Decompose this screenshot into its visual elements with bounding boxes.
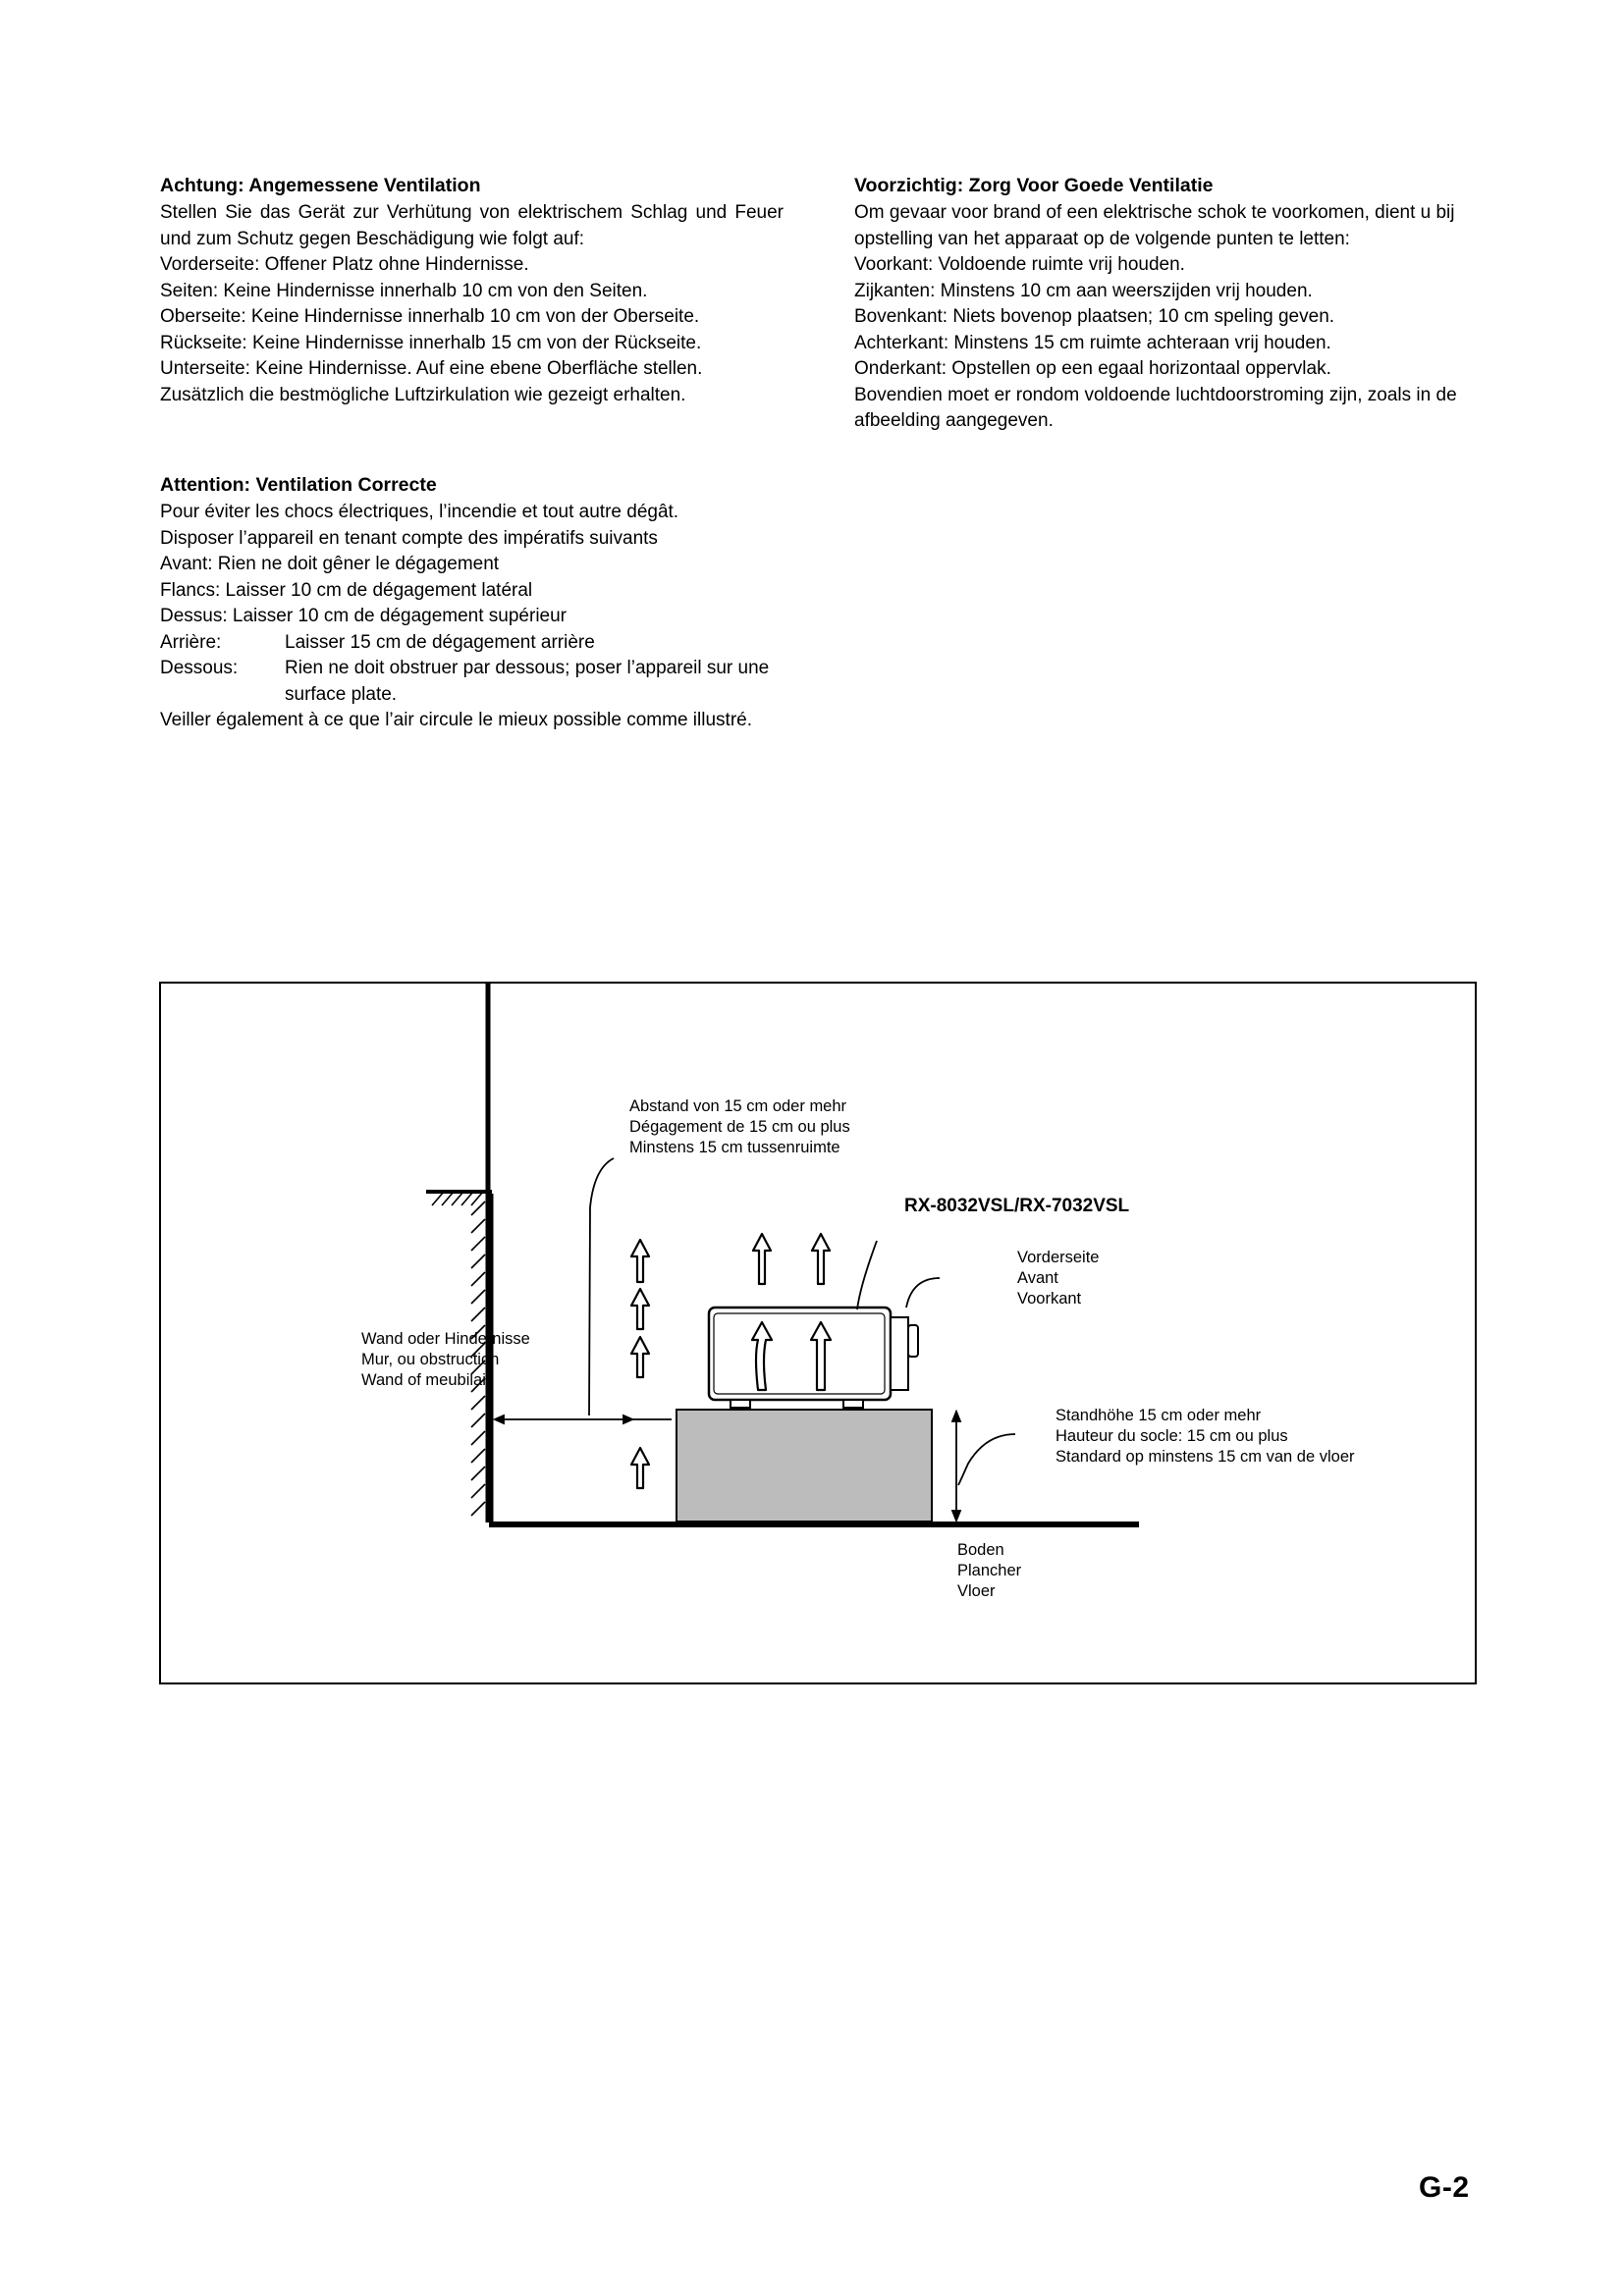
arrow-up-icon	[753, 1234, 771, 1284]
stand-height-dimension	[952, 1412, 960, 1521]
diagram-drawing	[161, 984, 1479, 1686]
rear-clearance-dimension	[495, 1415, 672, 1423]
front-label: Vorderseite	[1017, 1249, 1100, 1266]
german-line: Vorderseite: Offener Platz ohne Hindernisse.	[160, 254, 529, 275]
front-label: Voorkant	[1017, 1290, 1082, 1308]
german-line: Unterseite: Keine Hindernisse. Auf eine ebene Oberfläche stellen.	[160, 358, 703, 379]
french-bottom-row	[160, 656, 784, 708]
french-rear-label: Arrière:	[160, 631, 222, 653]
wall-label: Wand oder Hindernisse	[361, 1330, 530, 1348]
german-section	[160, 173, 784, 408]
ventilation-diagram	[159, 982, 1477, 1684]
french-line: Avant: Rien ne doit gêner le dégagement	[160, 554, 500, 574]
wall-illustration	[426, 984, 492, 1522]
dutch-line: Onderkant: Opstellen op een egaal horizontaal oppervlak.	[854, 358, 1331, 379]
french-closing: Veiller également à ce que l’air circule le mieux possible comme illustré.	[160, 710, 752, 730]
dutch-intro: Om gevaar voor brand of een elektrische schok te voorkomen, dient u bij opstelling van het apparaat op de volgende punten te letten:	[854, 202, 1455, 249]
german-intro: Stellen Sie das Gerät zur Verhütung von elektrischem Schlag und Feuer und zum Schutz gegen Beschädigung wie folgt auf:	[160, 202, 784, 249]
french-rear-text: Laisser 15 cm de dégagement arrière	[285, 631, 595, 653]
stand-block	[677, 1410, 932, 1522]
german-heading: Achtung: Angemessene Ventilation	[160, 175, 481, 196]
stand-height-label: Standard op minstens 15 cm van de vloer	[1056, 1448, 1355, 1466]
french-line: Flancs: Laisser 10 cm de dégagement latéral	[160, 579, 533, 601]
french-bottom-label: Dessous:	[160, 658, 239, 678]
arrow-up-icon	[631, 1337, 649, 1377]
clearance-top-label: Abstand von 15 cm oder mehr	[629, 1097, 847, 1115]
german-line: Seiten: Keine Hindernisse innerhalb 10 cm von den Seiten.	[160, 280, 648, 301]
wall-label: Wand of meubilair	[361, 1371, 492, 1389]
german-line: Oberseite: Keine Hindernisse innerhalb 10 cm von der Oberseite.	[160, 306, 700, 327]
floor-label: Vloer	[957, 1582, 996, 1600]
clearance-top-label: Dégagement de 15 cm ou plus	[629, 1118, 850, 1136]
dutch-line: Achterkant: Minstens 15 cm ruimte achteraan vrij houden.	[854, 332, 1331, 353]
french-line: Disposer l’appareil en tenant compte des impératifs suivants	[160, 527, 658, 549]
arrow-up-icon	[631, 1240, 649, 1282]
french-section	[160, 472, 784, 734]
stand-height-label: Hauteur du socle: 15 cm ou plus	[1056, 1427, 1288, 1445]
dutch-line: Bovenkant: Niets bovenop plaatsen; 10 cm speling geven.	[854, 306, 1335, 327]
french-heading: Attention: Ventilation Correcte	[160, 474, 437, 496]
german-line: Rückseite: Keine Hindernisse innerhalb 15 cm von der Rückseite.	[160, 332, 702, 353]
french-rear-row	[160, 630, 784, 657]
german-line: Zusätzlich die bestmögliche Luftzirkulation wie gezeigt erhalten.	[160, 384, 686, 405]
dutch-line: Zijkanten: Minstens 10 cm aan weerszijden vrij houden.	[854, 280, 1313, 301]
receiver-unit	[709, 1308, 918, 1408]
arrow-up-icon	[812, 1234, 830, 1284]
stand-height-label: Standhöhe 15 cm oder mehr	[1056, 1407, 1262, 1424]
french-bottom-text: Rien ne doit obstruer par dessous; poser l’appareil sur une surface plate.	[285, 658, 770, 705]
model-label: RX-8032VSL/RX-7032VSL	[904, 1196, 1130, 1216]
dutch-heading: Voorzichtig: Zorg Voor Goede Ventilatie	[854, 175, 1214, 196]
dutch-line: Voorkant: Voldoende ruimte vrij houden.	[854, 254, 1185, 275]
dutch-closing: Bovendien moet er rondom voldoende luchtdoorstroming zijn, zoals in de afbeelding aangegeven.	[854, 384, 1457, 431]
wall-label: Mur, ou obstruction	[361, 1351, 500, 1368]
french-line: Dessus: Laisser 10 cm de dégagement supérieur	[160, 606, 568, 626]
dutch-section	[854, 173, 1483, 435]
page-number: G-2	[1419, 2171, 1470, 2204]
french-line: Pour éviter les chocs électriques, l’incendie et tout autre dégât.	[160, 502, 679, 522]
floor-label: Boden	[957, 1541, 1004, 1559]
clearance-top-label: Minstens 15 cm tussenruimte	[629, 1139, 840, 1156]
arrow-up-icon	[631, 1289, 649, 1329]
arrow-up-icon	[631, 1448, 649, 1488]
front-label: Avant	[1017, 1269, 1058, 1287]
floor-label: Plancher	[957, 1562, 1022, 1579]
